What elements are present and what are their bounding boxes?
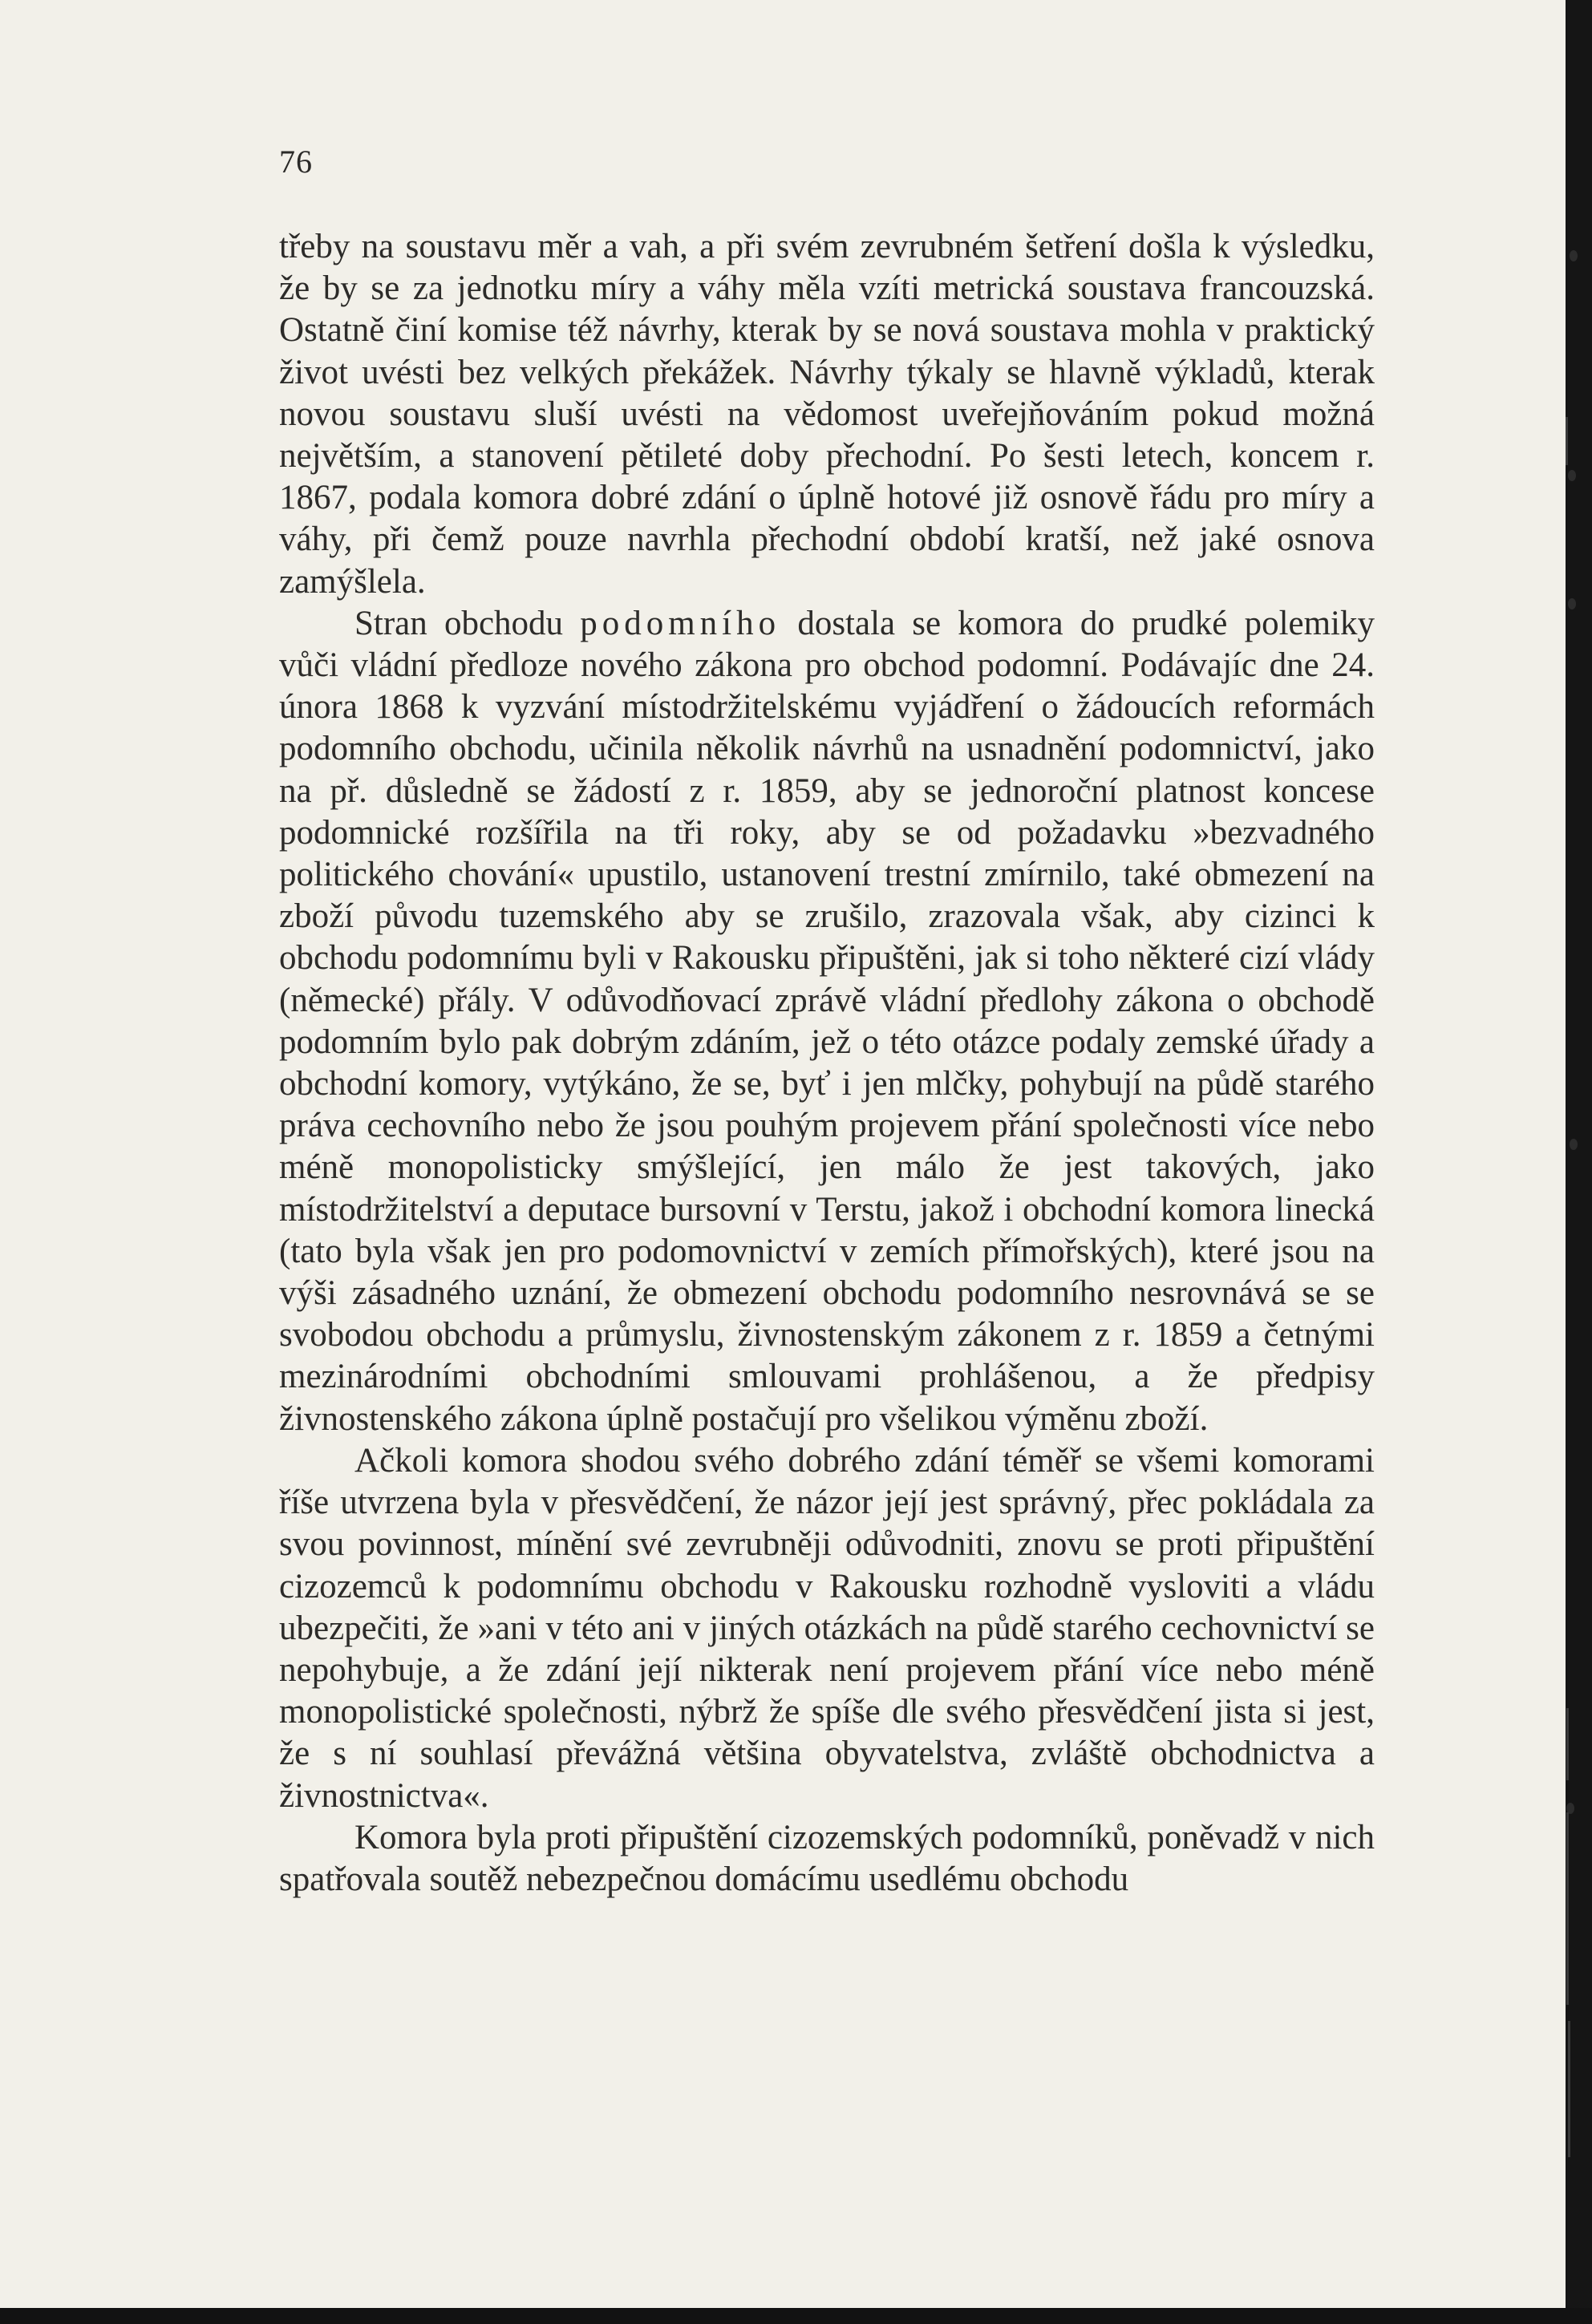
binding-mark: [1568, 598, 1576, 609]
paragraph-1: třeby na soustavu měr a vah, a při svém zevrubném šetření došla k výsledku, že by se za jednotku míry a váhy měla vzíti metrická soustava francouzská. Ostatně činí komise též návrhy, kterak by se nová soustava mohla v praktický život uvésti bez velkých překážek. Návrhy týkaly se hlavně výkladů, kterak novou soustavu sluší uvésti na vědomost uveřejňováním pokud možná největším, a stanovení pětileté doby přechodní. Po šesti letech, koncem r. 1867, podala komora dobré zdání o úplně hotové již osnově řádu pro míry a váhy, při čemž pouze navrhla přechodní období kratší, než jaké osnova zamýšlela.: [279, 228, 1375, 601]
paragraph-3: Ačkoli komora shodou svého dobrého zdání téměř se všemi komorami říše utvrzena byla v přesvědčení, že názor její jest správný, přec pokládala za svou povinnost, mínění své zevrubněji odůvodniti, znovu se proti připuštění cizozemců k podomnímu obchodu v Rakousku rozhodně vysloviti a vládu ubezpečiti, že »ani v této ani v jiných otázkách na půdě starého cechovnictví se nepohybuje, a že zdání její nikterak není projevem přání více nebo méně monopolistické společnosti, nýbrž že spíše dle svého přesvědčení jista si jest, že s ní souhlasí převážná většina obyvatelstva, zvláště obchodnictva a živnostnictva«.: [279, 1441, 1375, 1815]
binding-line: [1566, 417, 1568, 465]
binding-mark: [1570, 1139, 1578, 1150]
binding-line: [1566, 1708, 1569, 1780]
binding-line: [1568, 2021, 1570, 2157]
body-text: [279, 226, 1375, 1901]
page-number: 76: [279, 144, 313, 180]
paragraph-2-body: dostala se komora do prudké polemiky vůči vládní předloze nového zákona pro obchod podomní. Podávajíc dne 24. února 1868 k vyzvání místodržitelskému vyjádření o žádoucích reformách podomního obchodu, učinila několik návrhů na usnadnění podomnictví, jako na př. důsledně se žádostí z r. 1859, aby se jednoroční platnost koncese podomnické rozšířila na tři roky, aby se od požadavku »bezvadného politického chování« upustilo, ustanovení trestní zmírnilo, také obmezení na zboží původu tuzemského aby se zrušilo, zrazovala však, aby cizinci k obchodu podomnímu byli v Rakousku připuštěni, jak si toho některé cizí vlády (německé) přály. V odůvodňovací zprávě vládní předlohy zákona o obchodě podomním bylo pak dobrým zdáním, jež o této otázce podaly zemské úřady a obchodní komory, vytýkáno, že se, byť i jen mlčky, pohybují na půdě starého práva cechovního nebo že jsou pouhým projevem přání společnosti více nebo méně monopolisticky smýšlející, jen málo že jest takových, jako místodržitelství a deputace bursovní v Terstu, jakož i obchodní komora linecká (tato byla však jen pro podomovnictví v zemích přímořských), které jsou na výši zásadného uznání, že obmezení obchodu podomního nesrovnává se se svobodou obchodu a průmyslu, živnostenským zákonem z r. 1859 a četnými mezinárodními obchodními smlouvami prohlášenou, a že předpisy živnostenského zákona úplně postačují pro všelikou výměnu zboží.: [279, 604, 1375, 1438]
binding-edge: [1566, 0, 1592, 2324]
paragraph-2-lead: Stran obchodu: [354, 604, 564, 642]
paragraph-2: [279, 603, 1375, 1440]
binding-mark: [1570, 250, 1578, 261]
binding-mark: [1568, 470, 1576, 481]
binding-line: [1566, 1812, 1569, 2005]
paragraph-4: Komora byla proti připuštění cizozemských podomníků, poněvadž v nich spatřovala soutěž nebezpečnou domácímu usedlému obchodu: [279, 1818, 1375, 1898]
bottom-edge: [0, 2308, 1592, 2324]
paragraph-2-emphasis: podomního: [580, 604, 781, 642]
